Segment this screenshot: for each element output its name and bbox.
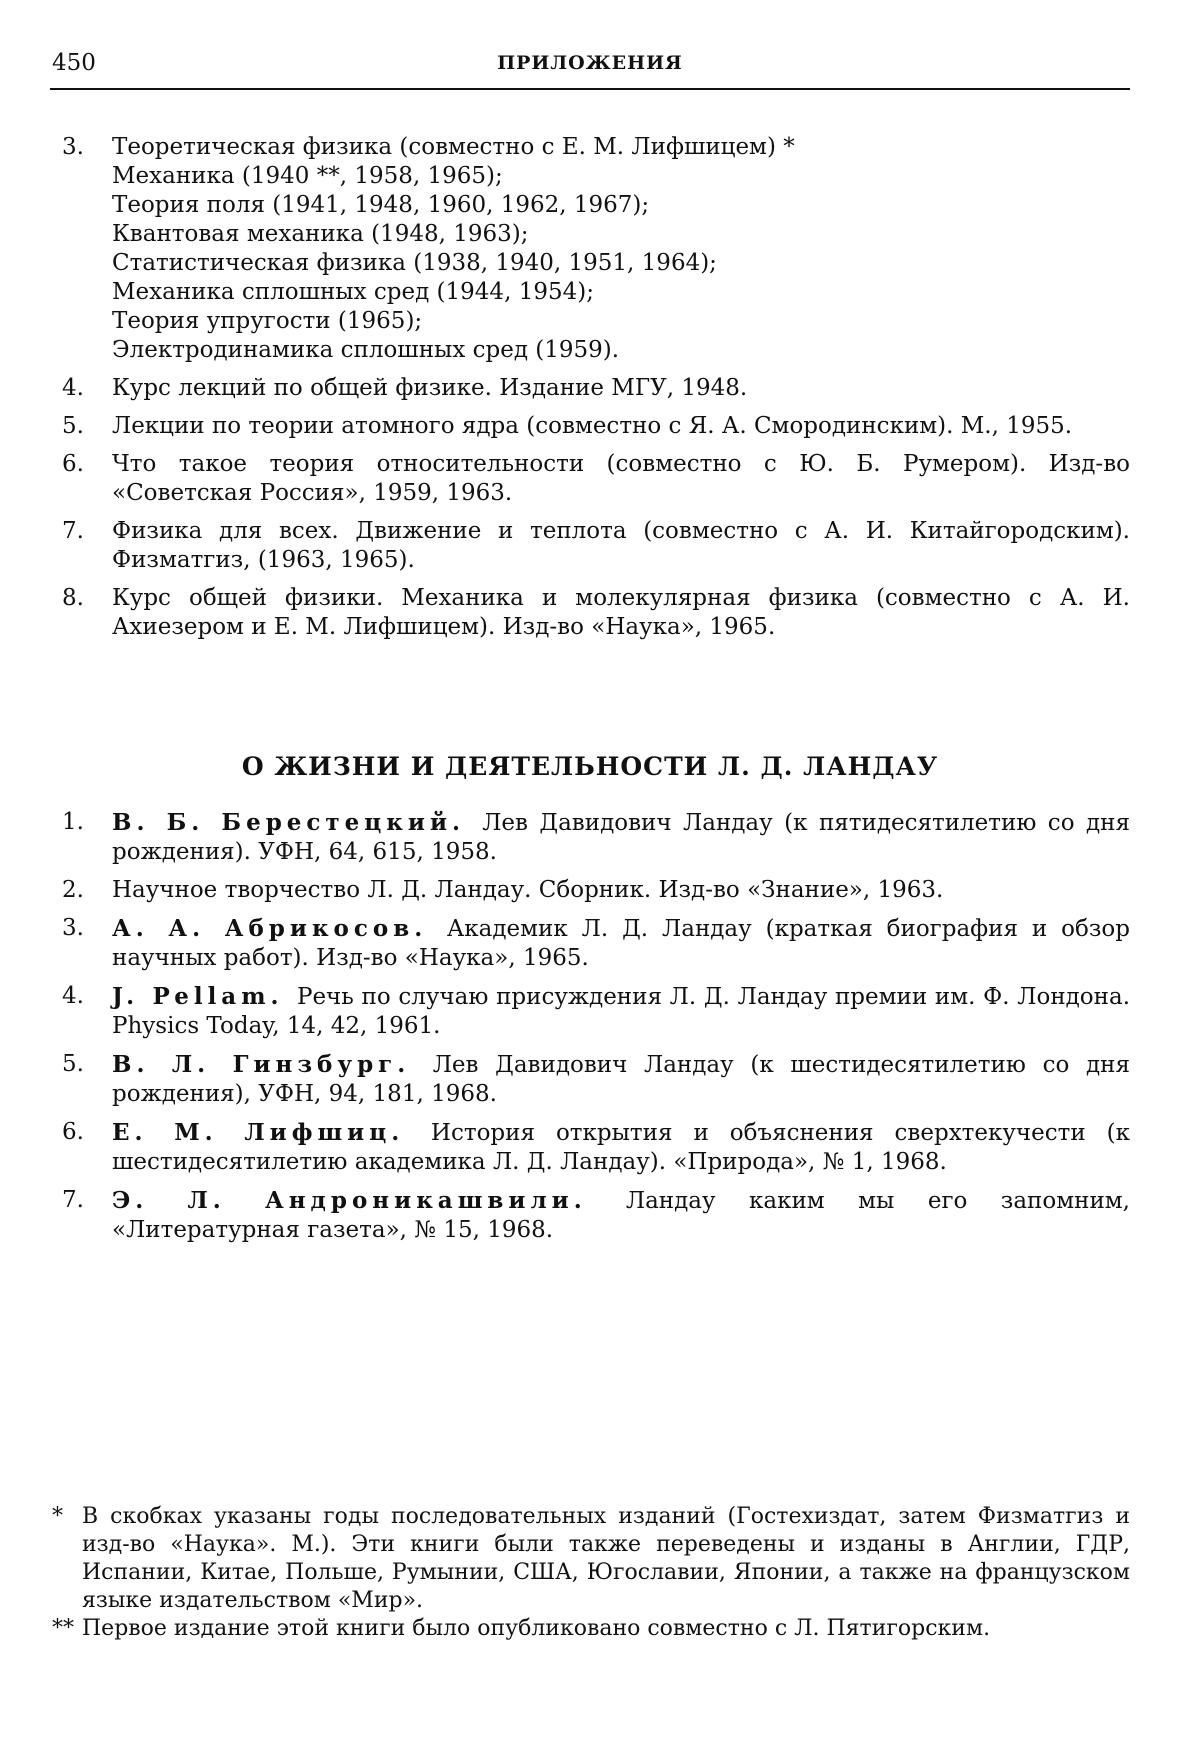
works-list [62, 133, 1130, 651]
footnote-text: Первое издание этой книги было опубликовано совместно с Л. Пятигорским. [82, 1616, 990, 1641]
volume-line: Теория упругости (1965); [112, 307, 1130, 336]
list-item [62, 584, 1130, 642]
item-number: 4. [62, 982, 102, 1011]
item-number: 3. [62, 133, 102, 162]
volume-line: Статистическая физика (1938, 1940, 1951, 1964); [112, 249, 1130, 278]
list-item [62, 517, 1130, 575]
item-text: История открытия и объяснения сверхтекучести (к шестидесятилетию академика Л. Д. Ландау). «Природа», № 1, 1968. [112, 1120, 1130, 1175]
list-item [62, 1118, 1130, 1177]
item-author: Э. Л. Андроникашвили. [112, 1187, 626, 1214]
running-title: ПРИЛОЖЕНИЯ [50, 52, 1130, 74]
item-number: 4. [62, 374, 102, 403]
volume-line: Механика сплошных сред (1944, 1954); [112, 278, 1130, 307]
item-number: 5. [62, 1050, 102, 1079]
item-title: Теоретическая физика (совместно с Е. М. Лифшицем) * [112, 134, 795, 160]
item-number: 6. [62, 450, 102, 479]
footnote [52, 1503, 1130, 1615]
volume-line: Механика (1940 **, 1958, 1965); [112, 162, 1130, 191]
list-item [62, 374, 1130, 403]
item-text: Курс лекций по общей физике. Издание МГУ, 1948. [112, 375, 747, 401]
footnote-mark: * [52, 1503, 63, 1531]
list-item [62, 133, 1130, 365]
page-header [50, 48, 1130, 90]
item-author: А. А. Абрикосов. [112, 915, 447, 942]
item-author: В. Б. Берестецкий. [112, 809, 482, 836]
list-item [62, 450, 1130, 508]
list-item [62, 982, 1130, 1041]
item-text: Лекции по теории атомного ядра (совместно с Я. А. Смородинским). М., 1955. [112, 413, 1072, 439]
item-text: Академик Л. Д. Ландау (краткая биография и обзор научных работ). Изд-во «Наука», 1965. [112, 916, 1130, 971]
list-item [62, 876, 1130, 905]
item-text: Лев Давидович Ландау (к пятидесятилетию со дня рождения). УФН, 64, 615, 1958. [112, 810, 1130, 865]
footnote-text: В скобках указаны годы последовательных изданий (Гостехиздат, затем Физматгиз и изд-во «Наука». М.). Эти книги были также переведены и изданы в Англии, ГДР, Испании, Китае, Польше, Румынии, США, Югославии, Японии, а также на французском языке издательством «Мир». [82, 1504, 1130, 1613]
list-item [62, 914, 1130, 973]
item-number: 7. [62, 1186, 102, 1215]
item-text: Физика для всех. Движение и теплота (совместно с А. И. Китайгородским). Физматгиз, (1963, 1965). [112, 518, 1130, 573]
volume-list [112, 162, 1130, 365]
item-text: Научное творчество Л. Д. Ландау. Сборник. Изд-во «Знание», 1963. [112, 877, 943, 903]
volume-line: Квантовая механика (1948, 1963); [112, 220, 1130, 249]
item-number: 5. [62, 412, 102, 441]
book-page [0, 0, 1200, 1749]
footnotes [52, 1503, 1130, 1643]
item-number: 3. [62, 914, 102, 943]
list-item [62, 412, 1130, 441]
item-number: 2. [62, 876, 102, 905]
item-number: 7. [62, 517, 102, 546]
footnote-mark: ** [52, 1615, 74, 1643]
section-heading: О ЖИЗНИ И ДЕЯТЕЛЬНОСТИ Л. Д. ЛАНДАУ [50, 752, 1130, 781]
item-text: Ландау каким мы его запомним, «Литературная газета», № 15, 1968. [112, 1188, 1130, 1243]
volume-line: Теория поля (1941, 1948, 1960, 1962, 1967); [112, 191, 1130, 220]
item-text: Что такое теория относительности (совместно с Ю. Б. Румером). Изд-во «Советская Россия», 1959, 1963. [112, 451, 1130, 506]
list-item [62, 808, 1130, 867]
item-author: В. Л. Гинзбург. [112, 1051, 433, 1078]
item-author: J. Pellam. [112, 983, 297, 1010]
item-text: Речь по случаю присуждения Л. Д. Ландау премии им. Ф. Лондона. Physics Today, 14, 42, 1961. [112, 984, 1130, 1039]
list-item [62, 1050, 1130, 1109]
volume-line: Электродинамика сплошных сред (1959). [112, 336, 1130, 365]
page-number: 450 [52, 50, 96, 76]
biography-list [62, 808, 1130, 1254]
item-number: 6. [62, 1118, 102, 1147]
item-text: Курс общей физики. Механика и молекулярная физика (совместно с А. И. Ахиезером и Е. М. Лифшицем). Изд-во «Наука», 1965. [112, 585, 1130, 640]
item-text: Лев Давидович Ландау (к шестидесятилетию со дня рождения), УФН, 94, 181, 1968. [112, 1052, 1130, 1107]
item-number: 1. [62, 808, 102, 837]
list-item [62, 1186, 1130, 1245]
footnote [52, 1615, 1130, 1643]
item-author: Е. М. Лифшиц. [112, 1119, 431, 1146]
item-number: 8. [62, 584, 102, 613]
